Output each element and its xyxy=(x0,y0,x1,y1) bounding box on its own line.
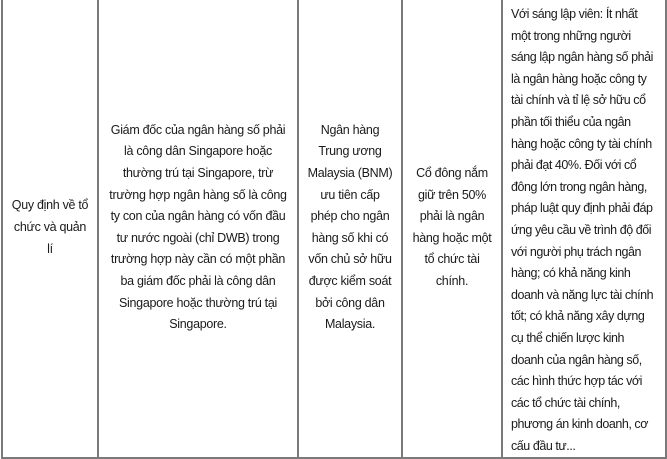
regulation-table xyxy=(1,0,667,459)
singapore-cell: Giám đốc của ngân hàng số phải là công dân Singapore hoặc thường trú tại Singapore, trừ trường hợp ngân hàng số là công ty con của ngân hàng có vốn đầu tư nước ngoài (chỉ DWB) trong trường hợp này cần có một phần ba giám đốc phải là công dân Singapore hoặc thường trú tại Singapore. xyxy=(98,0,298,458)
malaysia-cell: Ngân hàng Trung ương Malaysia (BNM) ưu tiên cấp phép cho ngân hàng số khi có vốn chủ sở hữu được kiểm soát bởi công dân Malaysia. xyxy=(298,0,402,458)
shareholder-cell: Cổ đông nắm giữ trên 50% phải là ngân hàng hoặc một tổ chức tài chính. xyxy=(402,0,502,458)
founders-cell: Với sáng lập viên: Ít nhất một trong những người sáng lập ngân hàng số phải là ngân hàng hoặc công ty tài chính và tỉ lệ sở hữu cổ phần tối thiểu của ngân hàng hoặc công ty tài chính phải đạt 40%. Đối với cổ đông lớn trong ngân hàng, pháp luật quy định phải đáp ứng yêu cầu về trình độ đối với người phụ trách ngân hàng; có khả năng kinh doanh và năng lực tài chính tốt; có khả năng xây dựng cụ thể chiến lược kinh doanh của ngân hàng số, các hình thức hợp tác với các tổ chức tài chính, phương án kinh doanh, cơ cấu đầu tư... xyxy=(502,0,666,458)
category-cell: Quy định về tổ chức và quản lí xyxy=(2,0,98,458)
table-row xyxy=(2,0,666,458)
